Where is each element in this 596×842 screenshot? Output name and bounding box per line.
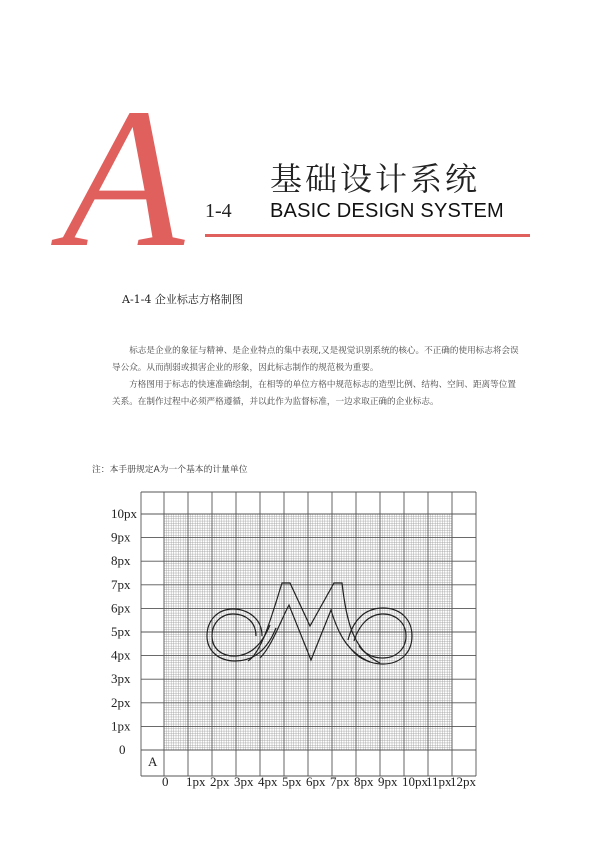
y-axis-label: 5px <box>111 624 131 639</box>
y-axis-label: 4px <box>111 647 131 663</box>
section-subheading: A-1-4 企业标志方格制图 <box>122 293 243 306</box>
y-axis-label: 1px <box>111 718 131 734</box>
big-letter-a: A <box>62 68 185 289</box>
x-axis-label: 1px <box>186 774 206 789</box>
x-axis-label: 0 <box>162 774 169 789</box>
x-axis-label: 3px <box>234 774 254 789</box>
y-axis-labels <box>111 506 138 757</box>
x-axis-label: 8px <box>354 774 374 789</box>
section-code: 1-4 <box>205 200 232 222</box>
grid-lines <box>141 492 476 776</box>
y-axis-label: 6px <box>111 600 131 616</box>
x-axis-label: 2px <box>210 774 230 789</box>
x-axis-label: 9px <box>378 774 398 789</box>
logo-outline <box>207 583 412 664</box>
page-title-en: BASIC DESIGN SYSTEM <box>270 200 504 222</box>
x-axis-labels <box>162 774 477 789</box>
y-axis-label: 10px <box>111 506 137 521</box>
y-axis-label: 7px <box>111 576 131 592</box>
y-axis-label: 0 <box>119 742 126 757</box>
note-text: 注：本手册规定A为一个基本的计量单位 <box>92 465 248 475</box>
x-axis-label: 11px <box>426 774 452 789</box>
unit-label: A <box>148 754 158 769</box>
x-axis-label: 10px <box>402 774 428 789</box>
y-axis-label: 9px <box>111 529 131 545</box>
x-axis-label: 5px <box>282 774 302 789</box>
paragraph-1: 标志是企业的象征与精神、是企业特点的集中表现,又是视觉识别系统的核心。不正确的使用标志将会误导公众。从而削弱或损害企业的形象，因此标志制作的规范极为重要。 <box>112 346 519 373</box>
x-axis-label: 7px <box>330 774 350 789</box>
paragraph-2: 方格图用于标志的快速准确绘制，在相等的单位方格中规范标志的造型比例、结构、空间、距离等位置关系。在制作过程中必须严格遵循，并以此作为监督标准，一边求取正确的企业标志。 <box>112 380 516 407</box>
y-axis-label: 2px <box>111 694 131 710</box>
x-axis-label: 6px <box>306 774 326 789</box>
y-axis-label: 3px <box>111 671 131 687</box>
page-title-cn: 基础设计系统 <box>270 160 481 198</box>
x-axis-label: 12px <box>450 774 476 789</box>
y-axis-label: 8px <box>111 553 131 569</box>
x-axis-label: 4px <box>258 774 278 789</box>
